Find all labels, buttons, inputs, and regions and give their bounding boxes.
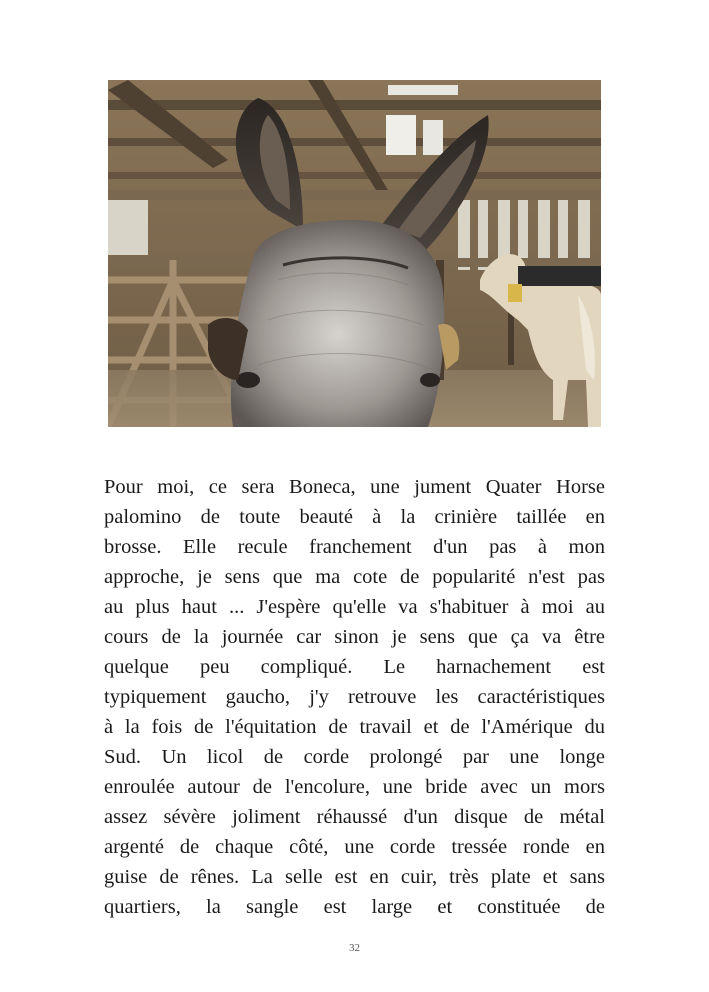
paragraph-line: brosse. Elle recule franchement d'un pas à mon: [104, 536, 605, 558]
paragraph-line: assez sévère joliment réhaussé d'un disque de métal: [104, 806, 605, 828]
paragraph-line: Sud. Un licol de corde prolongé par une longe: [104, 746, 605, 768]
photo-illustration: [108, 80, 601, 427]
paragraph-line: argenté de chaque côté, une corde tressée ronde en: [104, 836, 605, 858]
paragraph-line: approche, je sens que ma cote de popularité n'est pas: [104, 566, 605, 588]
paragraph-line: cours de la journée car sinon je sens que ça va être: [104, 626, 605, 648]
paragraph-line: quelque peu compliqué. Le harnachement est: [104, 656, 605, 678]
mule-in-barn-photo: [108, 80, 601, 427]
paragraph-line: guise de rênes. La selle est en cuir, très plate et sans: [104, 866, 605, 888]
paragraph-line: à la fois de l'équitation de travail et de l'Amérique du: [104, 716, 605, 738]
body-paragraph: [104, 472, 605, 922]
paragraph-line: enroulée autour de l'encolure, une bride avec un mors: [104, 776, 605, 798]
page-number: 32: [349, 942, 360, 954]
paragraph-line: Pour moi, ce sera Boneca, une jument Quater Horse: [104, 476, 605, 498]
paragraph-line: quartiers, la sangle est large et constituée de: [104, 896, 605, 918]
paragraph-line: palomino de toute beauté à la crinière taillée en: [104, 506, 605, 528]
paragraph-line: au plus haut ... J'espère qu'elle va s'habituer à moi au: [104, 596, 605, 618]
paragraph-line: typiquement gaucho, j'y retrouve les caractéristiques: [104, 686, 605, 708]
